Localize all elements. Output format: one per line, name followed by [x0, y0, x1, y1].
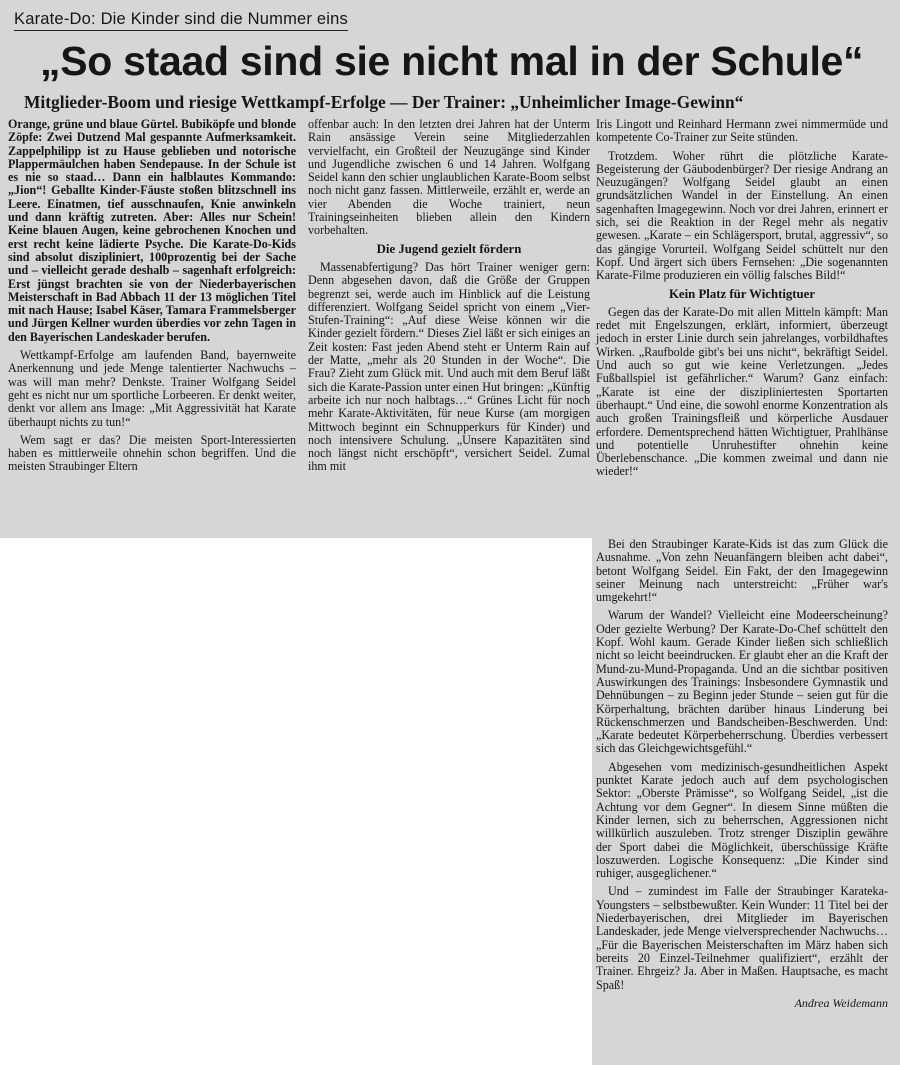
paragraph: Iris Lingott und Reinhard Hermann zwei nimmermüde und kompetente Co-Trainer zur Seite stünden. — [596, 117, 888, 145]
newspaper-clipping-right — [592, 538, 900, 1065]
paragraph: Trotzdem. Woher rührt die plötzliche Karate-Begeisterung der Gäubodenbürger? Der riesige Andrang an Neuzugängen? Wolfgang Seidel glaubt an einen grundsätzlichen Wandel in der Einstellung. An einen sagenhaften Imagegewinn. Noch vor drei Jahren, erinnert er sich, sei die Reaktion in der Regel mehr als negativ gewesen. „Karate – ein Schlägersport, brutal, aggressiv“, so das gängige Vorurteil. Wolfgang Seidel schüttelt nur den Kopf. Und ärgert sich übers Fernsehen: „Die sogenannten Karate-Filme produzieren ein völlig falsches Bild!“ — [596, 148, 888, 283]
section-heading: Die Jugend gezielt fördern — [376, 241, 522, 256]
section-heading: Kein Platz für Wichtigtuer — [668, 286, 816, 301]
paragraph: Und – zumindest im Falle der Straubinger Karateka-Youngsters – selbstbewußter. Kein Wunder: 11 Titel bei der Niederbayerischen, drei Mitglieder im Bayerischen Landeskader, jede Menge vielversprechender Nachwuchs… „Für die Bayerischen Meisterschaften im März haben sich bereits 20 Einzel-Teilnehmer qualifiziert“, erzählt der Trainer. Ehrgeiz? Ja. Aber in Maßen. Hauptsache, es macht Spaß! — [596, 884, 888, 992]
paragraph: Massenabfertigung? Das hört Trainer weniger gern: Denn abgesehen davon, daß die Größe der Gruppen begrenzt sei, werde auch im Hinblick auf die Leistung differenziert. Wolfgang Seidel spricht von einem „Vier-Stufen-Training“: „Auf diese Weise können wir die Kinder gezielt fördern.“ Dieses Ziel läßt er sich einiges an Zeit kosten: Fast jeden Abend steht er Unterm Rain auf der Matte, „mehr als 20 Stunden in der Woche“. Die Frau? Zieht zum Glück mit. Und auch mit dem Beruf läßt sich die Karate-Passion unter einen Hut bringen: „Künftig arbeite ich nur noch halbtags…“ Grünes Licht für noch mehr Karate-Aktivitäten, für neue Kurse (am morgigen Mittwoch beginnt ein Schnupperkurs für Kinder) und noch intensivere Schulung. „Unsere Kapazitäten sind noch längst nicht erschöpft“, versichert Seidel. Zumal ihm mit — [308, 259, 590, 474]
headline: „So staad sind sie nicht mal in der Schule“ — [40, 38, 864, 84]
author-byline: Andrea Weidemann — [794, 995, 888, 1010]
paragraph: Warum der Wandel? Vielleicht eine Modeerscheinung? Oder gezielte Werbung? Der Karate-Do-Chef schüttelt den Kopf. Wohl kaum. Gerade Kinder ließen sich schließlich nicht so leicht beeindrucken. Er glaubt eher an die Kraft der Mund-zu-Mund-Propaganda. Und an die sichtbar positiven Auswirkungen des Trainings: Insbesondere Gymnastik und Dehnübungen – zu Beginn jeder Stunde – seien gut für die Körperhaltung, brächten darüber hinaus Linderung bei Rückenschmerzen und Bandscheiben-Beschwerden. Und: „Karate bedeutet Körperbeherrschung. Überdies verbessert sich das Gleichgewichtsgefühl.“ — [596, 608, 888, 756]
paragraph: Bei den Straubinger Karate-Kids ist das zum Glück die Ausnahme. „Von zehn Neuanfängern bleiben acht dabei“, betont Wolfgang Seidel. Ein Fakt, der den Imagegewinn seiner Meinung nach unterstreicht: „Früher war's umgekehrt!“ — [596, 538, 888, 605]
paragraph: Wettkampf-Erfolge am laufenden Band, bayernweite Anerkennung und jede Menge talentierter Nachwuchs – was will man mehr? Denkste. Trainer Wolfgang Seidel geht es nicht nur um sportliche Lorbeeren. Er denkt weiter, denkt vor allem ans Image: „Mit Aggressivität hat Karate überhaupt nichts zu tun!“ — [8, 348, 296, 429]
column-3-bottom — [596, 538, 888, 1015]
paragraph: Gegen das der Karate-Do mit allen Mitteln kämpft: Man redet mit Engelszungen, erklärt, informiert, überzeugt jedoch in erster Linie durch sein jahrelanges, vorbildhaftes Wirken. „Raufbolde gibt's bei uns nicht“, bekräftigt Seidel. Und auch so gut wie keine Verletzungen. „Jedes Fußballspiel ist gefährlicher.“ Warum? Ganz einfach: „Karate ist eine der diszipliniertesten Sportarten überhaupt.“ Und eine, die sowohl enorme Konzentration als auch großen Trainingsfleiß und körperliche Ausdauer erfordere. Dementsprechend hätten Wichtigtuer, Prahlhänse und potentielle Unruhestifter ohnehin keine Überlebenschance. „Die kommen zweimal und dann nie wieder!“ — [596, 304, 888, 479]
paragraph: Wem sagt er das? Die meisten Sport-Interessierten haben es mittlerweile ohnehin schon begriffen. Und die meisten Straubinger Eltern — [8, 432, 296, 474]
column-2 — [308, 118, 590, 479]
subheadline: Mitglieder-Boom und riesige Wettkampf-Erfolge — Der Trainer: „Unheimlicher Image-Gewinn“ — [24, 92, 744, 112]
column-3-top — [596, 118, 888, 484]
lead-paragraph: Orange, grüne und blaue Gürtel. Bubiköpfe und blonde Zöpfe: Zwei Dutzend Mal gespannte Aufmerksamkeit. Zappelphilipp ist zu Hause geblieben und notorische Plappermäulchen haben Sendepause. In der Schule ist es nie so staad… Dann ein halblautes Kommando: „Jion“! Geballte Kinder-Fäuste stoßen blitzschnell ins Leere. Einatmen, tief ausschnaufen, Knie anwinkeln und dann kräftig zutreten. Aber: Alles nur Schein! Keine blauen Augen, keine gebrochenen Knochen und erst recht keine lädierte Psyche. Die Karate-Do-Kids sind absolut diszipliniert, 100prozentig bei der Sache und – vielleicht gerade deshalb – sagenhaft erfolgreich: Erst jüngst brachten sie von der Niederbayerischen Meisterschaft in Bad Abbach 11 der 13 möglichen Titel mit nach Hause; Isabel Käser, Tamara Frammelsberger und Jürgen Kellner wurden überdies vor zehn Tagen in den Bayerischen Landeskader berufen. — [8, 117, 296, 344]
column-1 — [8, 118, 296, 479]
paragraph: offenbar auch: In den letzten drei Jahren hat der Unterm Rain ansässige Verein seine Mitgliederzahlen vervielfacht, ein Großteil der Neuzugänge sind Kinder und Jugendliche zwischen 6 und 14 Jahren. Wolfgang Seidel kann den schier unglaublichen Karate-Boom selbst noch nicht ganz fassen. Mittlerweile, erzählt er, werde an vier Abenden die Woche trainiert, neun Trainingseinheiten blieben allein den Kindern vorbehalten. — [308, 117, 590, 238]
paragraph: Abgesehen vom medizinisch-gesundheitlichen Aspekt punktet Karate jedoch auch auf dem psychologischen Sektor: „Oberste Prämisse“, so Wolfgang Seidel, „ist die Achtung vor dem Gegner“. In diesem Sinne müßten die Kinder lernen, sich zu beherrschen, Aggressionen nicht willkürlich auszuleben. Trotz strenger Disziplin gewähre der Sport dabei die Möglichkeit, überschüssige Kräfte loszuwerden. Logische Konsequenz: „Die Kinder sind ruhiger, ausgeglichener.“ — [596, 759, 888, 881]
kicker: Karate-Do: Die Kinder sind die Nummer eins — [14, 10, 348, 31]
